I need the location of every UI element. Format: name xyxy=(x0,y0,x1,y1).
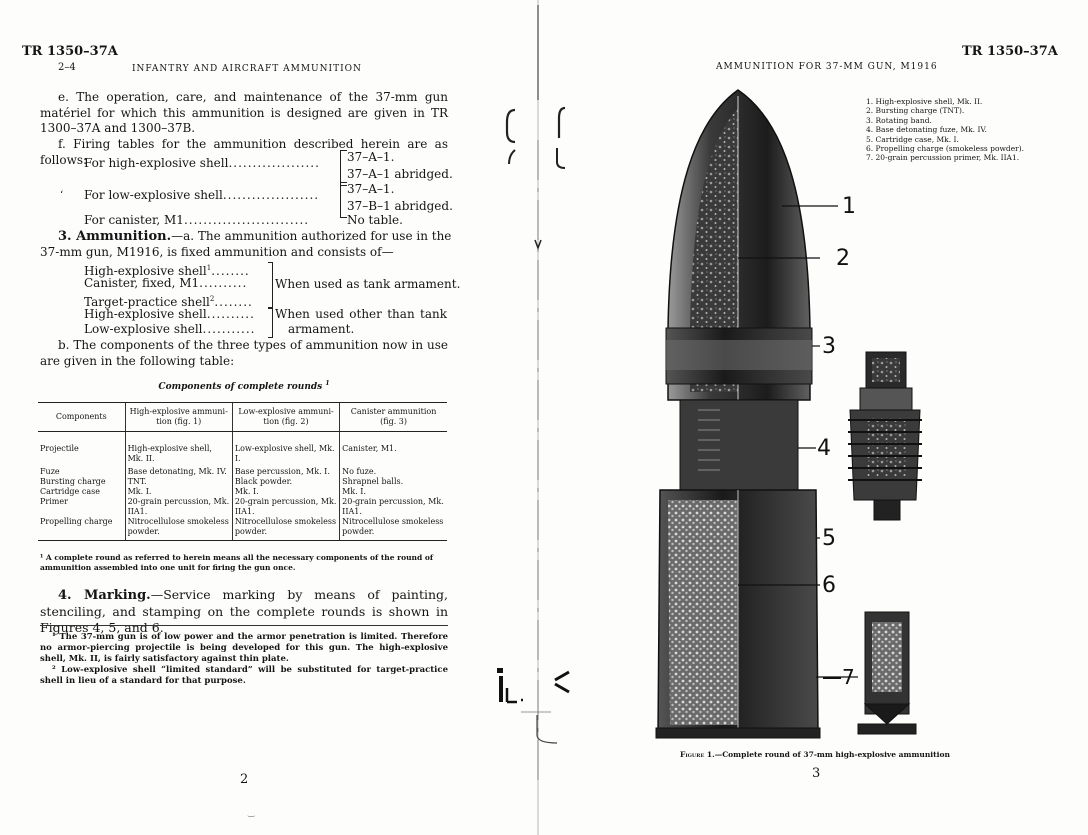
table-row xyxy=(38,497,447,517)
figure-caption xyxy=(680,750,950,759)
firing-table-value: No table. xyxy=(347,213,403,227)
table-cell-component: Projectile xyxy=(40,444,79,453)
brace-tank xyxy=(268,262,273,308)
callout-7: —7 xyxy=(822,665,855,689)
firing-table-value: 37–A–1. xyxy=(347,182,395,196)
table-cell: Mk. I. xyxy=(340,487,447,497)
firing-table-value: 37–B–1 abridged. xyxy=(347,199,453,213)
callout-3: 3 xyxy=(822,334,836,359)
page-number-right: 3 xyxy=(812,766,821,781)
table-row xyxy=(38,487,447,497)
table-cell: TNT. xyxy=(125,477,232,487)
ammo-item-label: High-explosive shell xyxy=(84,264,207,278)
legend-item: 2. Bursting charge (TNT). xyxy=(866,106,965,116)
table-cell-component: Propelling charge xyxy=(38,517,125,541)
footnote-1: ¹ The 37-mm gun is of low power and the armor penetration is limited. Therefore no armor-piercing projectile is being developed for this gun. The high-explosive shell, Mk. II, is fairly satisfactory against thin plate. xyxy=(40,632,448,664)
table-cell-component: Primer xyxy=(40,497,68,506)
table-cell: High-explosive shell, Mk. II. xyxy=(125,432,232,465)
ammo-item: Low-explosive shell........... xyxy=(84,322,256,336)
section-3-cont: 37-mm gun, M1916, is fixed ammunition and consists of— xyxy=(40,245,394,259)
ammo-item-label: Canister, fixed, M1 xyxy=(84,276,200,290)
table-cell: 20-grain percussion, Mk. IIA1. xyxy=(232,497,339,517)
gutter-mark xyxy=(499,676,503,702)
table-cell: 20-grain percussion, Mk. IIA1. xyxy=(340,497,447,517)
paragraph-b-text: b. The components of the three types of ammunition now in use are given in the following table: xyxy=(40,338,448,368)
bracket-mark xyxy=(509,150,515,164)
ammo-item: Canister, fixed, M1.......... xyxy=(84,276,248,290)
doc-code: TR 1350–37A xyxy=(962,44,1058,59)
table-cell-component: Cartridge case xyxy=(40,487,100,496)
ammo-tank-note: When used as tank armament. xyxy=(275,277,461,291)
paragraph-e xyxy=(40,90,448,137)
ammo-item-label: High-explosive shell xyxy=(84,307,207,321)
ammo-other-note-1: When used other than tank xyxy=(275,307,447,321)
firing-table-le-label: For low-explosive shell.................... xyxy=(84,188,320,202)
ammo-item: High-explosive shell.......... xyxy=(84,307,255,321)
ammunition-cutaway-drawing xyxy=(520,0,1088,835)
section-3-lead: —a. The ammunition authorized for use in the xyxy=(171,229,452,243)
table-header: Canister ammunition (fig. 3) xyxy=(340,403,447,432)
gutter-mark xyxy=(497,668,503,673)
firing-table-label: For canister, M1 xyxy=(84,213,184,227)
figure-caption-text: —Complete round of 37-mm high-explosive ammunition xyxy=(714,750,950,759)
running-head: AMMUNITION FOR 37-MM GUN, M1916 xyxy=(716,62,938,72)
callout-4: 4 xyxy=(817,436,831,461)
table-cell: Canister, M1. xyxy=(340,432,447,465)
firing-table-he-label: For high-explosive shell................... xyxy=(84,156,320,170)
case-rim xyxy=(656,728,820,738)
table-cell: Base detonating, Mk. IV. xyxy=(125,464,232,477)
brace-le xyxy=(340,182,347,218)
section-4-title: 4. Marking. xyxy=(58,588,151,603)
primer-detail xyxy=(858,612,916,734)
table-cell-component: Fuze xyxy=(40,467,60,476)
ammo-item: High-explosive shell$^1$........ xyxy=(84,264,250,278)
firing-table-value: 37–A–1 abridged. xyxy=(347,167,453,181)
callout-2: 2 xyxy=(836,246,850,271)
callout-7-label: 7 xyxy=(842,665,855,689)
brace-he xyxy=(340,150,347,186)
ammo-other-note-2: armament. xyxy=(288,322,355,336)
table-cell: 20-grain percussion, Mk. IIA1. xyxy=(125,497,232,517)
legend-item: 7. 20-grain percussion primer, Mk. IIA1. xyxy=(866,153,1020,163)
brace-other xyxy=(268,308,273,338)
table-cell: Black powder. xyxy=(232,477,339,487)
legend-item: 1. High-explosive shell, Mk. II. xyxy=(866,97,983,106)
footnote-mark: 2 xyxy=(209,295,215,303)
table-cell: Nitrocellulose smokeless powder. xyxy=(340,517,447,541)
table-title: Components of complete rounds xyxy=(158,382,323,392)
ammo-item-label: Target-practice shell xyxy=(84,295,210,309)
paragraph-b xyxy=(40,338,448,369)
table-cell: Nitrocellulose smokeless powder. xyxy=(125,517,232,541)
page-number-left: 2 xyxy=(240,772,249,787)
fuze-section xyxy=(680,400,798,490)
table-row xyxy=(38,464,447,477)
table-cell: Mk. I. xyxy=(232,487,339,497)
footnote-mark: 1 xyxy=(206,264,212,272)
table-caption xyxy=(40,380,448,392)
table-header-row xyxy=(38,403,447,432)
table-cell: Base percussion, Mk. I. xyxy=(232,464,339,477)
propelling-charge xyxy=(668,500,738,725)
legend-item: 6. Propelling charge (smokeless powder). xyxy=(866,144,1025,154)
table-cell: Shrapnel balls. xyxy=(340,477,447,487)
components-table xyxy=(38,402,447,541)
running-head: INFANTRY AND AIRCRAFT AMMUNITION xyxy=(132,64,362,74)
figure-label: Figure 1. xyxy=(680,750,715,759)
page-ref: 2–4 xyxy=(58,62,76,73)
section-3-title: 3. Ammunition. xyxy=(58,229,172,244)
table-header: Low-explosive ammuni-tion (fig. 2) xyxy=(232,403,339,432)
table-header: Components xyxy=(38,403,125,432)
table-row xyxy=(38,477,447,487)
table-cell-component: Bursting charge xyxy=(40,477,106,486)
footnote-2: ² Low-explosive shell “limited standard” will be substituted for target-practice shell in lieu of a standard for that purpose. xyxy=(40,665,448,686)
table-header: High-explosive ammuni-tion (fig. 1) xyxy=(125,403,232,432)
footnotes xyxy=(40,632,448,687)
table-row xyxy=(38,517,447,541)
table-cell: Nitrocellulose smokeless powder. xyxy=(232,517,339,541)
firing-table-canister-label: For canister, M1.......................... xyxy=(84,213,310,227)
section-4 xyxy=(40,587,448,636)
fuze-detail xyxy=(848,352,922,520)
table-cell: Mk. I. xyxy=(125,487,232,497)
firing-table-label: For low-explosive shell xyxy=(84,188,223,202)
legend-item: 4. Base detonating fuze, Mk. IV. xyxy=(866,125,987,135)
table-footnote: ¹ A complete round as referred to herein means all the necessary components of the round of ammunition assembled into one unit for firing the gun once. xyxy=(40,553,434,572)
firing-table-label: For high-explosive shell xyxy=(84,156,229,170)
legend-item: 5. Cartridge case, Mk. I. xyxy=(866,134,959,144)
footnote-mark: 1 xyxy=(325,380,330,387)
section-3-heading xyxy=(58,229,452,245)
stray-mark: ‘ xyxy=(60,190,64,201)
stray-mark: ‿ xyxy=(248,808,255,817)
table-row xyxy=(38,432,447,465)
footnote-rule xyxy=(40,625,448,626)
callout-5: 5 xyxy=(822,526,836,551)
paragraph-e-text: e. The operation, care, and maintenance of the 37-mm gun matériel for which this ammunition is designed are given in TR 1300–37A and 1300–37B. xyxy=(40,90,448,136)
firing-table-value: 37–A–1. xyxy=(347,150,395,164)
callout-6: 6 xyxy=(822,573,836,598)
ammo-item-label: Low-explosive shell xyxy=(84,322,203,336)
paragraph-f-text: f. Firing tables for the ammunition described herein are as follows: xyxy=(40,137,448,167)
ammo-item: Target-practice shell$^2$........ xyxy=(84,295,253,309)
doc-code: TR 1350–37A xyxy=(22,44,118,59)
legend-item: 3. Rotating band. xyxy=(866,115,932,125)
table-cell: No fuze. xyxy=(340,464,447,477)
callout-1: 1 xyxy=(842,194,856,219)
section-4-text: —Service marking by means of painting, stenciling, and stamping on the complete rounds is shown in Figures 4, 5, and 6. xyxy=(40,587,448,635)
bracket-mark xyxy=(507,110,515,142)
table-cell: Low-explosive shell, Mk. I. xyxy=(232,432,339,465)
left-page xyxy=(0,0,510,835)
right-page xyxy=(520,0,1088,835)
rotating-band-highlight xyxy=(666,340,812,370)
